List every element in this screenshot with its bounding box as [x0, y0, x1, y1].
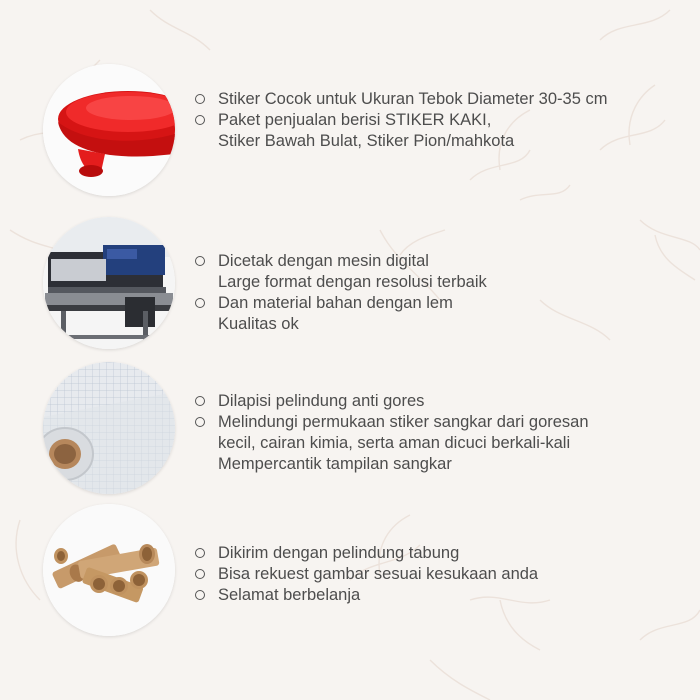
feature-list-shipping [194, 543, 538, 606]
list-item [194, 564, 538, 585]
list-item-text: Dikirim dengan pelindung tabung [218, 544, 460, 562]
list-item [194, 251, 487, 272]
circle-bullet-icon [195, 569, 205, 579]
circle-bullet-icon [195, 115, 205, 125]
circle-bullet-icon [195, 590, 205, 600]
list-item [194, 412, 589, 433]
cardboard-tubes-image [43, 504, 175, 636]
circle-bullet-icon [195, 94, 205, 104]
red-toilet-seat-image [43, 64, 175, 196]
circle-bullet-icon [195, 396, 205, 406]
feature-list-stickers [194, 89, 607, 152]
list-item [194, 272, 487, 293]
list-item-text: Large format dengan resolusi terbaik [218, 273, 487, 291]
list-item-text: Stiker Bawah Bulat, Stiker Pion/mahkota [218, 132, 515, 150]
list-item [194, 585, 538, 606]
list-item-text: Mempercantik tampilan sangkar [218, 455, 452, 473]
circle-bullet-icon [195, 417, 205, 427]
large-format-printer-image [43, 217, 175, 349]
circle-bullet-icon [195, 256, 205, 266]
list-item-text: Stiker Cocok untuk Ukuran Tebok Diameter 30-35 cm [218, 90, 608, 108]
list-item [194, 314, 487, 335]
list-item-text: Bisa rekuest gambar sesuai kesukaan anda [218, 565, 539, 583]
circle-bullet-icon [195, 298, 205, 308]
list-item [194, 89, 607, 110]
circle-bullet-icon [195, 548, 205, 558]
list-item [194, 293, 487, 314]
feature-list-laminating [194, 391, 589, 475]
list-item-text: kecil, cairan kimia, serta aman dicuci berkali-kali [218, 434, 571, 452]
list-item-text: Kualitas ok [218, 315, 299, 333]
list-item [194, 110, 607, 131]
list-item-text: Dan material bahan dengan lem [218, 294, 453, 312]
laminating-film-image [43, 362, 175, 494]
list-item [194, 391, 589, 412]
list-item [194, 543, 538, 564]
feature-list-printing [194, 251, 487, 335]
list-item [194, 433, 589, 454]
list-item [194, 454, 589, 475]
list-item-text: Paket penjualan berisi STIKER KAKI, [218, 111, 492, 129]
list-item-text: Melindungi permukaan stiker sangkar dari goresan [218, 413, 589, 431]
list-item-text: Dicetak dengan mesin digital [218, 252, 429, 270]
list-item [194, 131, 607, 152]
list-item-text: Selamat berbelanja [218, 586, 361, 604]
list-item-text: Dilapisi pelindung anti gores [218, 392, 425, 410]
